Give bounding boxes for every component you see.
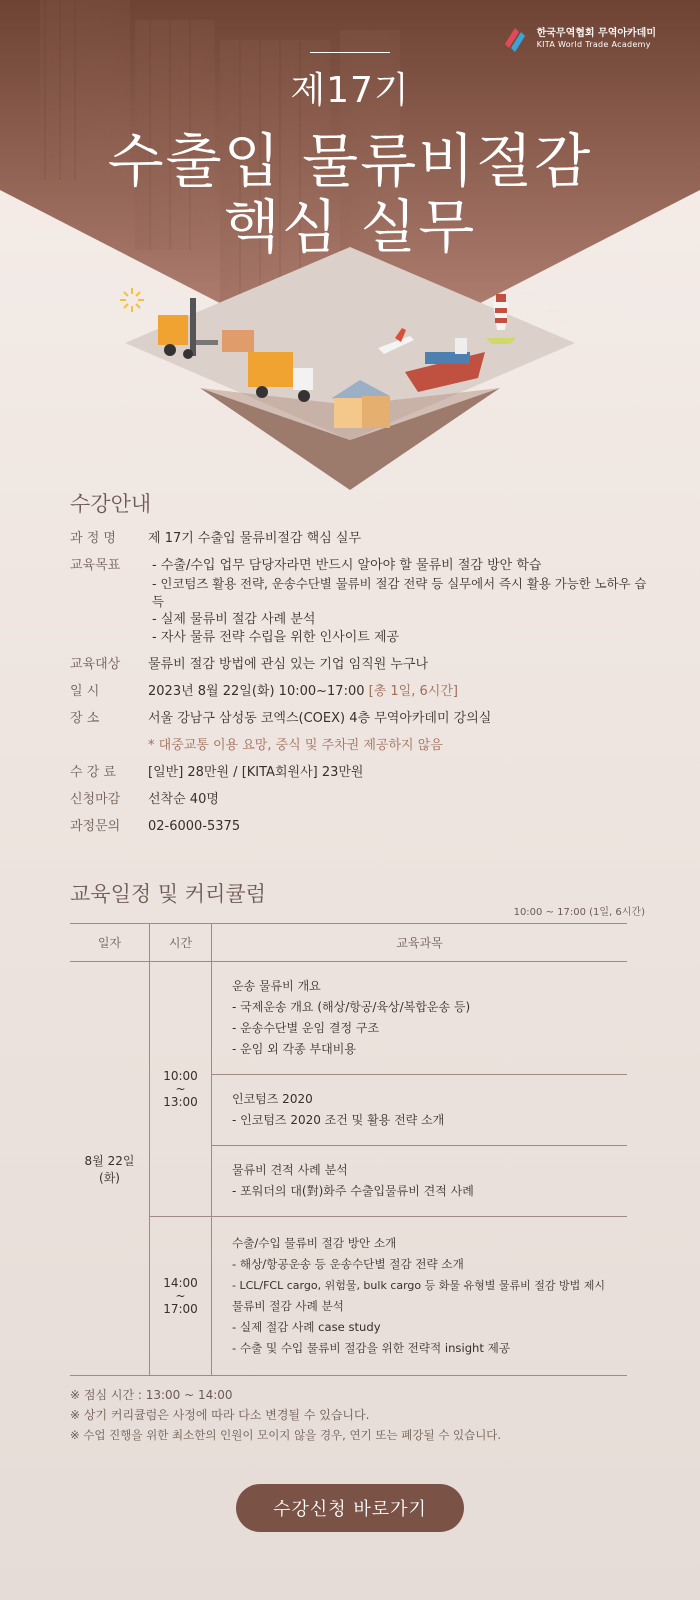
- goal-item: - 수출/수입 업무 담당자라면 반드시 알아야 할 물류비 절감 방안 학습: [152, 558, 542, 573]
- subject-line: - 해상/항공운송 등 운송수단별 절감 전략 소개: [232, 1257, 464, 1271]
- schedule-time-am: [150, 962, 212, 1217]
- schedule-time-pm: [150, 1217, 212, 1376]
- info-label: 수 강 료: [70, 765, 116, 780]
- goal-item: - 실제 물류비 절감 사례 분석: [152, 612, 316, 627]
- info-label: 교육대상: [70, 657, 121, 672]
- table-row: [70, 962, 627, 1075]
- info-label: 일 시: [70, 684, 100, 699]
- header-subject: 교육과목: [212, 924, 628, 962]
- note-line: ※ 점심 시간 : 13:00 ~ 14:00: [70, 1388, 233, 1402]
- schedule-table: [70, 923, 627, 1376]
- brand-name-ko: 한국무역협회 무역아카데미: [536, 28, 656, 39]
- brand-name-en: KITA World Trade Academy: [536, 40, 651, 49]
- subject-line: - 운임 외 각종 부대비용: [232, 1042, 356, 1056]
- info-value: 제 17기 수출입 물류비절감 핵심 실무: [148, 531, 362, 546]
- subject-line: - 운송수단별 운임 결정 구조: [232, 1021, 380, 1035]
- note-line: ※ 상기 커리큘럼은 사정에 따라 다소 변경될 수 있습니다.: [70, 1408, 370, 1422]
- table-header-row: [70, 924, 627, 962]
- info-row-deadline: [70, 791, 650, 809]
- brand-logo[interactable]: [501, 24, 656, 52]
- info-value: 물류비 절감 방법에 관심 있는 기업 임직원 누구나: [148, 657, 429, 672]
- info-row-course: [70, 530, 650, 548]
- info-row-date: [70, 683, 650, 701]
- apply-button[interactable]: 수강신청 바로가기: [236, 1484, 464, 1532]
- note-line: ※ 수업 진행을 위한 최소한의 인원이 모이지 않을 경우, 연기 또는 폐강될 수 있습니다.: [70, 1428, 502, 1442]
- time-start: 14:00: [163, 1276, 198, 1290]
- info-row-contact: [70, 818, 650, 836]
- subject-line: 운송 물류비 개요: [232, 979, 321, 993]
- info-value: [148, 683, 650, 701]
- subject-line: 물류비 절감 사례 분석: [232, 1299, 344, 1313]
- subject-line: - 인코텀즈 2020 조건 및 활용 전략 소개: [232, 1113, 445, 1127]
- header-date: 일자: [70, 924, 150, 962]
- subject-line: - LCL/FCL cargo, 위험물, bulk cargo 등 화물 유형별 물류비 절감 방법 제시: [232, 1279, 606, 1292]
- schedule-date-label: 8월 22일: [84, 1153, 135, 1168]
- subject-line: - 실제 절감 사례 case study: [232, 1320, 381, 1334]
- date-extra: [총 1일, 6시간]: [368, 684, 458, 699]
- subject-block: [212, 962, 628, 1075]
- info-row-target: [70, 656, 650, 674]
- time-start: 10:00: [163, 1069, 198, 1083]
- place-note: * 대중교통 이용 요망, 중식 및 주차권 제공하지 않음: [148, 738, 443, 753]
- info-list: [70, 530, 650, 845]
- subject-line: - 국제운송 개요 (해상/항공/육상/복합운송 등): [232, 1000, 471, 1014]
- info-label: 과 정 명: [70, 531, 116, 546]
- subject-line: 물류비 견적 사례 분석: [232, 1163, 348, 1177]
- time-end: 17:00: [163, 1302, 198, 1316]
- notes: [70, 1385, 501, 1445]
- place-value: 서울 강남구 삼성동 코엑스(COEX) 4층 무역아카데미 강의실: [148, 711, 492, 726]
- info-label: 과정문의: [70, 819, 121, 834]
- kita-logo-icon: [501, 24, 529, 52]
- info-value: [일반] 28만원 / [KITA회원사] 23만원: [148, 765, 364, 780]
- time-tilde: ~: [175, 1289, 186, 1303]
- date-value: 2023년 8월 22일(화) 10:00~17:00: [148, 684, 365, 699]
- edition-label: 제17기: [290, 70, 410, 111]
- subject-block: [212, 1146, 628, 1217]
- schedule-range: 10:00 ~ 17:00 (1일, 6시간): [513, 907, 645, 918]
- subject-block: [212, 1217, 628, 1376]
- subject-block: [212, 1075, 628, 1146]
- info-label: 교육목표: [70, 558, 121, 573]
- subject-line: - 수출 및 수입 물류비 절감을 위한 전략적 insight 제공: [232, 1341, 511, 1355]
- info-value: [148, 710, 650, 755]
- subject-line: - 포워더의 대(對)화주 수출입물류비 견적 사례: [232, 1184, 474, 1198]
- info-value: [148, 557, 650, 647]
- goal-item: - 인코텀즈 활용 전략, 운송수단별 물류비 절감 전략 등 실무에서 즉시 활용 가능한 노하우 습득: [152, 576, 647, 609]
- info-row-fee: [70, 764, 650, 782]
- time-end: 13:00: [163, 1095, 198, 1109]
- table-row: [70, 1217, 627, 1376]
- info-value: 선착순 40명: [148, 792, 219, 807]
- info-label: 신청마감: [70, 792, 121, 807]
- info-row-goals: [70, 557, 650, 647]
- header-time: 시간: [150, 924, 212, 962]
- schedule-day-label: (화): [99, 1170, 120, 1185]
- info-label: 장 소: [70, 711, 100, 726]
- schedule-heading: 교육일정 및 커리큘럼: [70, 882, 266, 906]
- time-tilde: ~: [175, 1082, 186, 1096]
- course-title: [0, 128, 700, 260]
- course-title-line1: 수출입 물류비절감: [107, 127, 593, 195]
- subject-line: 수출/수입 물류비 절감 방안 소개: [232, 1236, 397, 1250]
- goal-item: - 자사 물류 전략 수립을 위한 인사이트 제공: [152, 630, 400, 645]
- subject-line: 인코텀즈 2020: [232, 1092, 313, 1106]
- info-value: 02-6000-5375: [148, 819, 241, 834]
- info-heading: 수강안내: [70, 492, 152, 516]
- info-row-place: [70, 710, 650, 755]
- edition-divider: [310, 52, 390, 53]
- schedule-date: [70, 962, 150, 1376]
- course-title-line2: 핵심 실무: [223, 193, 477, 261]
